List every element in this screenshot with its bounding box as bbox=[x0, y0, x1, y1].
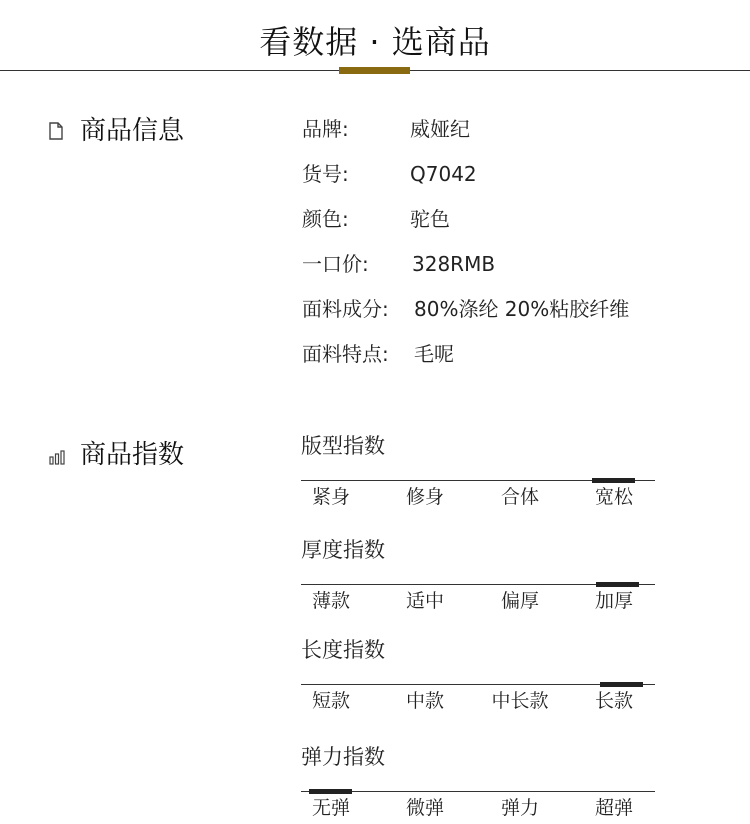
info-key: 面料成分: bbox=[302, 297, 389, 321]
index-selected-marker bbox=[309, 789, 352, 794]
section-label-product-index: 商品指数 bbox=[80, 440, 185, 470]
index-title-fit: 版型指数 bbox=[301, 434, 385, 458]
index-option: 加厚 bbox=[594, 590, 633, 612]
info-key: 品牌: bbox=[302, 117, 349, 141]
index-selected-marker bbox=[592, 478, 635, 483]
info-value: 威娅纪 bbox=[410, 117, 470, 141]
index-option: 薄款 bbox=[311, 590, 350, 612]
index-option: 微弹 bbox=[405, 797, 444, 819]
index-selected-marker bbox=[596, 582, 639, 587]
bar-chart-icon bbox=[48, 449, 66, 469]
index-option: 超弹 bbox=[594, 797, 633, 819]
info-row-brand bbox=[302, 114, 470, 144]
info-row-color bbox=[302, 204, 450, 234]
header-accent-bar bbox=[339, 67, 410, 74]
index-title-length: 长度指数 bbox=[301, 638, 385, 662]
document-icon bbox=[48, 122, 64, 144]
index-option: 宽松 bbox=[594, 486, 633, 508]
index-scale-line bbox=[301, 791, 655, 792]
info-key: 颜色: bbox=[302, 207, 349, 231]
info-key: 一口价: bbox=[302, 252, 369, 276]
index-option: 长款 bbox=[594, 690, 633, 712]
info-row-fabric bbox=[302, 294, 630, 324]
index-option: 偏厚 bbox=[500, 590, 539, 612]
page-title: 看数据 · 选商品 bbox=[259, 23, 491, 61]
index-option: 无弹 bbox=[311, 797, 350, 819]
info-row-fabric-feature bbox=[302, 339, 454, 369]
index-option: 短款 bbox=[311, 690, 350, 712]
index-selected-marker bbox=[600, 682, 643, 687]
info-value: Q7042 bbox=[410, 162, 477, 186]
index-option: 弹力 bbox=[500, 797, 539, 819]
index-option: 中长款 bbox=[491, 690, 549, 712]
index-option: 适中 bbox=[405, 590, 444, 612]
info-key: 面料特点: bbox=[302, 342, 389, 366]
info-key: 货号: bbox=[302, 162, 349, 186]
info-row-price bbox=[302, 249, 496, 279]
index-option: 合体 bbox=[500, 486, 539, 508]
index-option: 紧身 bbox=[311, 486, 350, 508]
info-value: 驼色 bbox=[410, 207, 450, 231]
info-value: 328RMB bbox=[412, 252, 496, 276]
index-title-thickness: 厚度指数 bbox=[301, 538, 385, 562]
info-row-item-number bbox=[302, 159, 477, 189]
index-title-elasticity: 弹力指数 bbox=[301, 745, 385, 769]
info-value: 80%涤纶 20%粘胶纤维 bbox=[414, 297, 630, 321]
section-label-product-info: 商品信息 bbox=[80, 116, 185, 146]
index-option: 修身 bbox=[405, 486, 444, 508]
index-option: 中款 bbox=[405, 690, 444, 712]
info-value: 毛呢 bbox=[414, 342, 454, 366]
